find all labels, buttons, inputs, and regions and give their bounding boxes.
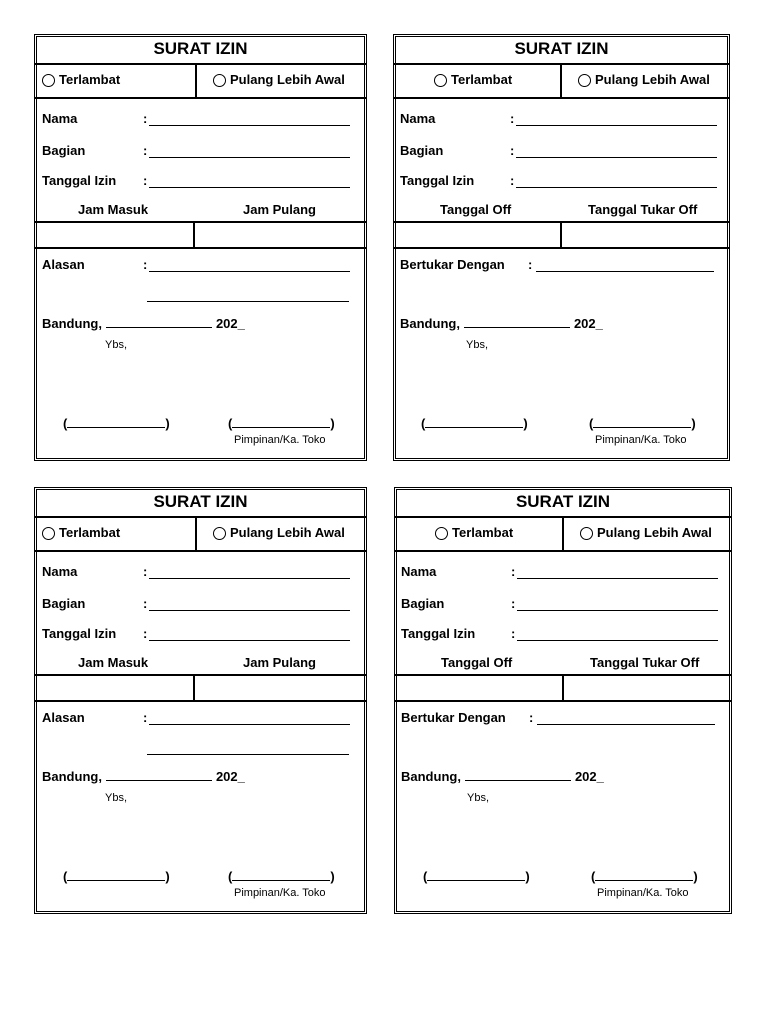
signature-line: [67, 870, 165, 881]
supervisor-label: Pimpinan/Ka. Toko: [234, 887, 326, 899]
paren-open: (: [228, 416, 233, 431]
option-divider: [195, 63, 197, 97]
signature-line: [425, 417, 523, 428]
name-colon: :: [143, 564, 148, 579]
radio-icon[interactable]: [580, 527, 593, 540]
option-row: [395, 516, 731, 552]
dept-field[interactable]: [516, 157, 717, 158]
reason-field-2[interactable]: [147, 301, 349, 302]
option-early-label: Pulang Lebih Awal: [595, 72, 710, 87]
col-out-label: Jam Pulang: [243, 655, 316, 670]
dept-label: Bagian: [401, 596, 445, 611]
option-late[interactable]: [42, 516, 120, 550]
time-box-divider: [193, 223, 195, 247]
date-boxes: [395, 674, 731, 702]
paren-close: ): [691, 416, 696, 431]
option-early[interactable]: [580, 516, 712, 550]
signature-applicant[interactable]: [63, 416, 170, 431]
time-boxes: [35, 674, 366, 702]
date-field[interactable]: [516, 187, 717, 188]
signature-line: [67, 417, 165, 428]
option-row: [35, 516, 366, 552]
option-late[interactable]: [435, 516, 513, 550]
reason-label: Alasan: [42, 257, 85, 272]
year-label: 202_: [215, 769, 245, 784]
date-field[interactable]: [517, 640, 718, 641]
permit-form-top-right: [393, 34, 730, 461]
name-colon: :: [143, 111, 148, 126]
paren-open: (: [423, 869, 428, 884]
date-colon: :: [143, 173, 148, 188]
name-field[interactable]: [516, 125, 717, 126]
signature-line: [595, 870, 693, 881]
date-place-line: [401, 769, 604, 784]
ybs-label: Ybs,: [105, 792, 128, 804]
signature-line: [232, 870, 330, 881]
paren-close: ): [693, 869, 698, 884]
date-colon: :: [510, 173, 515, 188]
form-title: SURAT IZIN: [35, 35, 366, 65]
date-label: Tanggal Izin: [401, 626, 476, 641]
dept-label: Bagian: [42, 143, 86, 158]
paren-close: ): [165, 416, 170, 431]
date-boxes: [394, 221, 729, 249]
option-late-label: Terlambat: [452, 525, 514, 540]
place-label: Bandung,: [42, 316, 102, 331]
date-blank[interactable]: [465, 770, 571, 781]
permit-form-bottom-left: [34, 487, 367, 914]
supervisor-label: Pimpinan/Ka. Toko: [234, 434, 326, 446]
name-label: Nama: [42, 111, 78, 126]
option-early[interactable]: [213, 63, 345, 97]
col-out-label: Jam Pulang: [243, 202, 316, 217]
place-label: Bandung,: [400, 316, 460, 331]
signature-applicant[interactable]: [63, 869, 170, 884]
radio-icon[interactable]: [213, 74, 226, 87]
swap-with-colon: :: [529, 710, 534, 725]
paren-open: (: [228, 869, 233, 884]
dept-colon: :: [511, 596, 516, 611]
option-late-label: Terlambat: [59, 525, 121, 540]
time-box-divider: [193, 676, 195, 700]
dept-colon: :: [143, 143, 148, 158]
dept-colon: :: [143, 596, 148, 611]
reason-label: Alasan: [42, 710, 85, 725]
option-divider: [560, 63, 562, 97]
option-late[interactable]: [42, 63, 120, 97]
name-field[interactable]: [517, 578, 718, 579]
signature-supervisor[interactable]: [591, 869, 698, 884]
place-label: Bandung,: [42, 769, 102, 784]
signature-applicant[interactable]: [421, 416, 528, 431]
reason-colon: :: [143, 257, 148, 272]
signature-supervisor[interactable]: [228, 416, 335, 431]
dept-label: Bagian: [42, 596, 86, 611]
option-early[interactable]: [578, 63, 710, 97]
swap-with-label: Bertukar Dengan: [401, 710, 506, 725]
swap-with-label: Bertukar Dengan: [400, 257, 505, 272]
signature-line: [593, 417, 691, 428]
date-place-line: [42, 769, 245, 784]
col-off-label: Tanggal Off: [441, 655, 513, 670]
reason-colon: :: [143, 710, 148, 725]
col-in-label: Jam Masuk: [78, 655, 149, 670]
radio-icon[interactable]: [578, 74, 591, 87]
supervisor-label: Pimpinan/Ka. Toko: [597, 887, 689, 899]
date-field[interactable]: [149, 187, 350, 188]
name-colon: :: [510, 111, 515, 126]
date-place-line: [42, 316, 245, 331]
paren-close: ): [523, 416, 528, 431]
date-place-line: [400, 316, 603, 331]
ybs-label: Ybs,: [105, 339, 128, 351]
radio-icon[interactable]: [213, 527, 226, 540]
date-label: Tanggal Izin: [42, 173, 117, 188]
name-label: Nama: [42, 564, 78, 579]
supervisor-label: Pimpinan/Ka. Toko: [595, 434, 687, 446]
option-row: [35, 63, 366, 99]
option-late-label: Terlambat: [59, 72, 121, 87]
name-field[interactable]: [149, 125, 350, 126]
year-label: 202_: [215, 316, 245, 331]
signature-line: [427, 870, 525, 881]
radio-icon[interactable]: [435, 527, 448, 540]
paren-close: ): [525, 869, 530, 884]
reason-field[interactable]: [149, 271, 350, 272]
form-title: SURAT IZIN: [395, 488, 731, 518]
swap-with-field[interactable]: [537, 724, 715, 725]
date-label: Tanggal Izin: [400, 173, 475, 188]
radio-icon[interactable]: [434, 74, 447, 87]
date-colon: :: [511, 626, 516, 641]
reason-field-2[interactable]: [147, 754, 349, 755]
ybs-label: Ybs,: [466, 339, 489, 351]
place-label: Bandung,: [401, 769, 461, 784]
name-field[interactable]: [149, 578, 350, 579]
permit-form-top-left: [34, 34, 367, 461]
radio-icon[interactable]: [42, 527, 55, 540]
date-blank[interactable]: [106, 770, 212, 781]
dept-field[interactable]: [149, 157, 350, 158]
dept-colon: :: [510, 143, 515, 158]
paren-open: (: [63, 869, 68, 884]
option-early-label: Pulang Lebih Awal: [230, 525, 345, 540]
col-swap-off-label: Tanggal Tukar Off: [590, 655, 700, 670]
col-off-label: Tanggal Off: [440, 202, 512, 217]
paren-close: ): [165, 869, 170, 884]
date-colon: :: [143, 626, 148, 641]
dept-field[interactable]: [517, 610, 718, 611]
form-title: SURAT IZIN: [394, 35, 729, 65]
signature-line: [232, 417, 330, 428]
name-colon: :: [511, 564, 516, 579]
name-label: Nama: [401, 564, 437, 579]
ybs-label: Ybs,: [467, 792, 490, 804]
dept-field[interactable]: [149, 610, 350, 611]
permit-form-bottom-right: [394, 487, 732, 914]
dept-label: Bagian: [400, 143, 444, 158]
name-label: Nama: [400, 111, 436, 126]
year-label: 202_: [573, 316, 603, 331]
option-early[interactable]: [213, 516, 345, 550]
date-label: Tanggal Izin: [42, 626, 117, 641]
date-blank[interactable]: [464, 317, 570, 328]
date-blank[interactable]: [106, 317, 212, 328]
swap-with-field[interactable]: [536, 271, 714, 272]
paren-open: (: [589, 416, 594, 431]
col-in-label: Jam Masuk: [78, 202, 149, 217]
signature-supervisor[interactable]: [589, 416, 696, 431]
signature-supervisor[interactable]: [228, 869, 335, 884]
radio-icon[interactable]: [42, 74, 55, 87]
option-divider: [195, 516, 197, 550]
paren-open: (: [591, 869, 596, 884]
paren-open: (: [63, 416, 68, 431]
col-swap-off-label: Tanggal Tukar Off: [588, 202, 698, 217]
form-title: SURAT IZIN: [35, 488, 366, 518]
signature-applicant[interactable]: [423, 869, 530, 884]
time-boxes: [35, 221, 366, 249]
paren-close: ): [330, 869, 335, 884]
date-box-divider: [560, 223, 562, 247]
option-late[interactable]: [434, 63, 512, 97]
option-late-label: Terlambat: [451, 72, 513, 87]
date-field[interactable]: [149, 640, 350, 641]
option-early-label: Pulang Lebih Awal: [597, 525, 712, 540]
swap-with-colon: :: [528, 257, 533, 272]
option-row: [394, 63, 729, 99]
year-label: 202_: [574, 769, 604, 784]
paren-open: (: [421, 416, 426, 431]
reason-field[interactable]: [149, 724, 350, 725]
option-early-label: Pulang Lebih Awal: [230, 72, 345, 87]
option-divider: [562, 516, 564, 550]
paren-close: ): [330, 416, 335, 431]
date-box-divider: [562, 676, 564, 700]
